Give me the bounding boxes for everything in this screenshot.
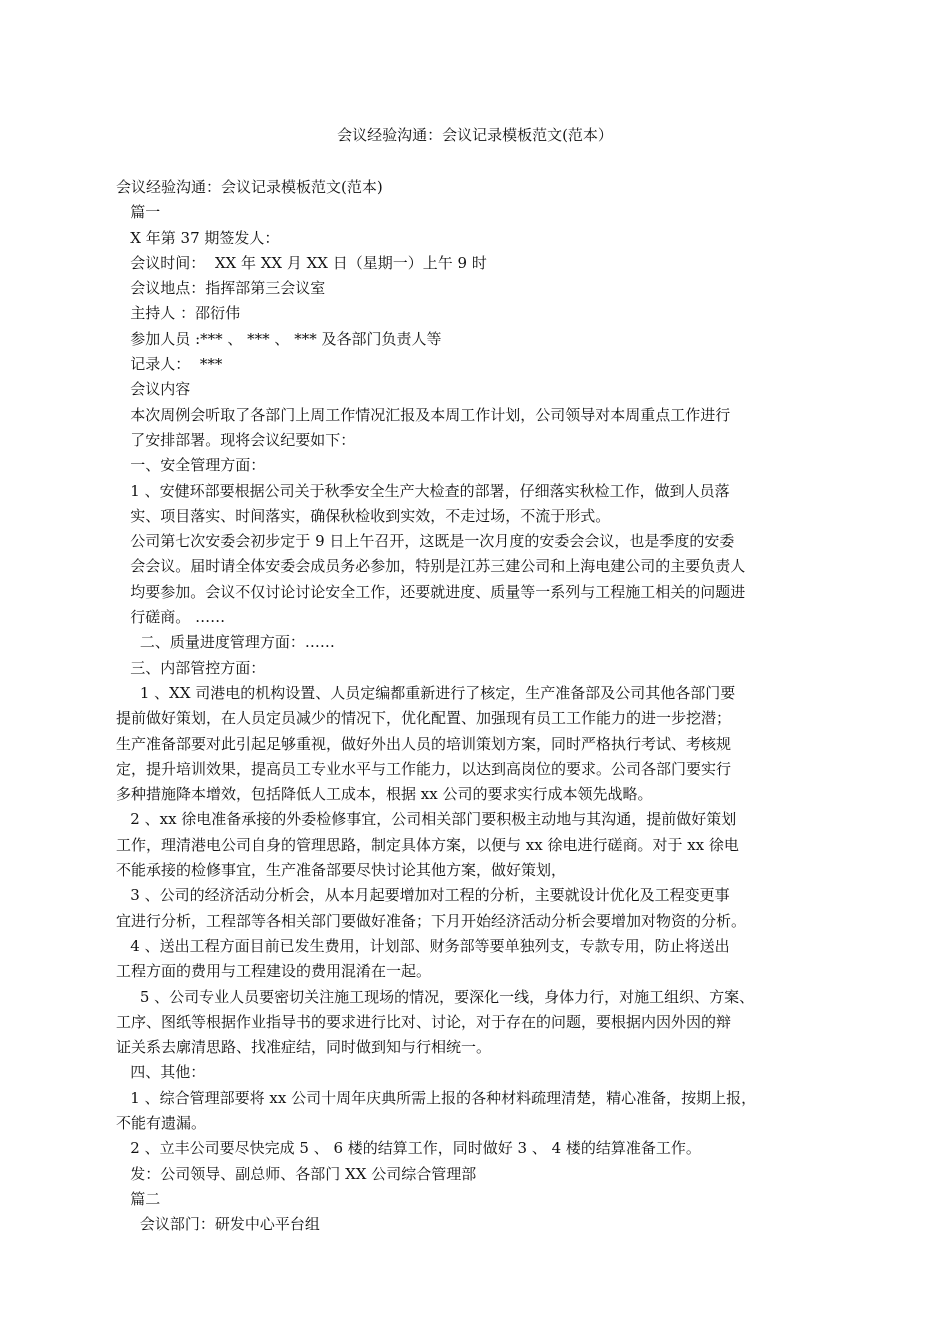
text-line: 篇一 — [116, 203, 161, 222]
text-line: 4 、送出工程方面目前已发生费用，计划部、财务部等要单独列支，专款专用，防止将送出 — [116, 936, 730, 955]
text-line: 定，提升培训效果，提高员工专业水平与工作能力，以达到高岗位的要求。公司各部门要实行 — [116, 759, 732, 778]
text-line: 证关系去廓清思路、找准症结，同时做到知与行相统一。 — [116, 1038, 492, 1057]
text-line: 2 、xx 徐电准备承接的外委检修事宜，公司相关部门要积极主动地与其沟通，提前做好策划 — [116, 810, 737, 829]
text-line: 会议地点：指挥部第三会议室 — [116, 279, 326, 298]
text-line: 篇二 — [116, 1189, 161, 1208]
text-line: X 年第 37 期签发人： — [116, 228, 280, 247]
text-line: 四、其他： — [116, 1063, 206, 1082]
text-line: 工序、图纸等根据作业指导书的要求进行比对、讨论，对于存在的问题，要根据内因外因的辩 — [116, 1012, 732, 1031]
text-line: 发：公司领导、副总师、各部门 XX 公司综合管理部 — [116, 1164, 477, 1183]
text-line: 均要参加。会议不仅讨论讨论安全工作，还要就进度、质量等一系列与工程施工相关的问题进 — [116, 582, 746, 601]
document-body — [116, 175, 816, 1237]
text-line: 1 、XX 司港电的机构设置、人员定编都重新进行了核定，生产准备部及公司其他各部门要 — [116, 683, 736, 702]
text-line: 行磋商。 …… — [116, 608, 226, 627]
text-line: 5 、公司专业人员要密切关注施工现场的情况，要深化一线，身体力行，对施工组织、方案、 — [116, 987, 755, 1006]
text-line: 不能承接的检修事宜，生产准备部要尽快讨论其他方案，做好策划， — [116, 861, 567, 880]
text-line: 会议经验沟通：会议记录模板范文(范本) — [116, 178, 383, 196]
text-line: 1 、安健环部要根据公司关于秋季安全生产大检查的部署，仔细落实秋检工作，做到人员落 — [116, 481, 730, 500]
text-line: 一、安全管理方面： — [116, 456, 266, 475]
text-line: 2 、立丰公司要尽快完成 5 、 6 楼的结算工作，同时做好 3 、 4 楼的结算准备工作。 — [116, 1139, 701, 1158]
document-title: 会议经验沟通：会议记录模板范文(范本） — [337, 126, 613, 144]
text-line: 会议时间： XX 年 XX 月 XX 日（星期一）上午 9 时 — [116, 253, 487, 272]
text-line: 实、项目落实、时间落实，确保秋检收到实效，不走过场，不流于形式。 — [116, 506, 611, 525]
text-line: 多种措施降本增效，包括降低人工成本，根据 xx 公司的要求实行成本领先战略。 — [116, 785, 653, 804]
text-line: 1 、综合管理部要将 xx 公司十周年庆典所需上报的各种材料疏理清楚，精心准备，按期上报， — [116, 1088, 757, 1107]
text-line: 了安排部署。现将会议纪要如下： — [116, 430, 356, 449]
text-line: 会议内容 — [116, 380, 191, 399]
text-line: 参加人员 :*** 、 *** 、 *** 及各部门负责人等 — [116, 329, 442, 348]
text-line: 生产准备部要对此引起足够重视，做好外出人员的培训策划方案，同时严格执行考试、考核规 — [116, 734, 732, 753]
text-line: 三、内部管控方面： — [116, 658, 266, 677]
text-line: 工作，理清港电公司自身的管理思路，制定具体方案，以便与 xx 徐电进行磋商。对于 xx 徐电 — [116, 835, 739, 854]
text-line: 提前做好策划，在人员定员减少的情况下，优化配置、加强现有员工工作能力的进一步挖潜； — [116, 709, 732, 728]
text-line: 会议部门：研发中心平台组 — [116, 1215, 320, 1234]
text-line: 主持人 ：邵衍伟 — [116, 304, 241, 323]
text-line: 宜进行分析，工程部等各相关部门要做好准备；下月开始经济活动分析会要增加对物资的分析。 — [116, 911, 747, 930]
text-line: 不能有遗漏。 — [116, 1113, 207, 1132]
text-line: 工程方面的费用与工程建设的费用混淆在一起。 — [116, 962, 432, 981]
text-line: 公司第七次安委会初步定于 9 日上午召开，这既是一次月度的安委会会议，也是季度的安委 — [116, 532, 735, 551]
text-line: 3 、公司的经济活动分析会，从本月起要增加对工程的分析，主要就设计优化及工程变更事 — [116, 886, 730, 905]
text-line: 记录人： *** — [116, 355, 223, 374]
text-line: 会会议。届时请全体安委会成员务必参加，特别是江苏三建公司和上海电建公司的主要负责人 — [116, 557, 746, 576]
text-line: 二、质量进度管理方面：…… — [116, 633, 335, 652]
text-line: 本次周例会听取了各部门上周工作情况汇报及本周工作计划，公司领导对本周重点工作进行 — [116, 405, 731, 424]
